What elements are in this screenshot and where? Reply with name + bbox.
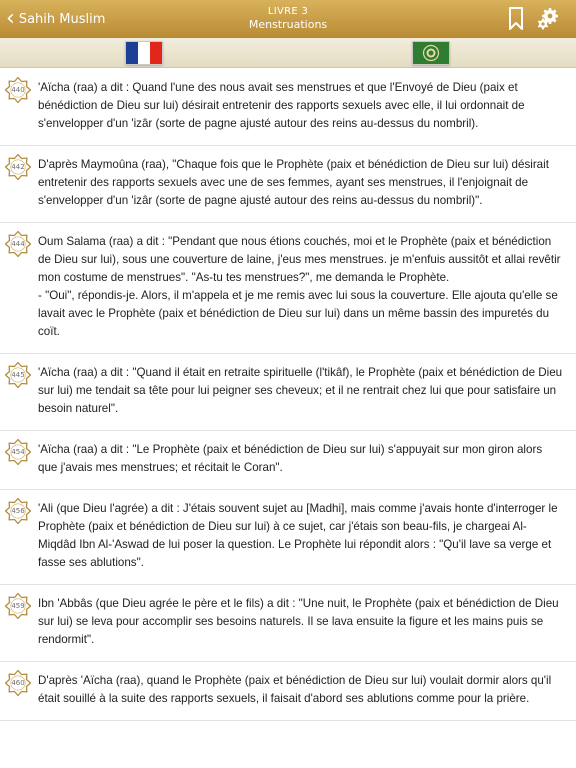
hadith-item[interactable] [0, 354, 576, 431]
navigation-bar [0, 0, 576, 38]
hadith-number: 440 [11, 86, 25, 94]
hadith-item[interactable] [0, 585, 576, 662]
hadith-number-badge [5, 154, 31, 180]
hadith-number-badge [5, 77, 31, 103]
hadith-text: 'Aïcha (raa) a dit : "Quand il était en retraite spirituelle (l'tikâf), le Prophète (paix et bénédiction de Dieu sur lui) me tendait sa tête pour lui peigner ses cheveux; et il ne rentrait chez lui que pour satisfaire un besoin naturel". [38, 366, 566, 415]
back-button[interactable] [6, 0, 105, 38]
gear-icon [536, 7, 560, 31]
hadith-item[interactable] [0, 69, 576, 146]
hadith-number-badge [5, 362, 31, 388]
hadith-number-badge [5, 439, 31, 465]
settings-button[interactable] [536, 7, 560, 31]
arab-flag-button[interactable] [412, 41, 450, 65]
chevron-left-icon: ‹ [6, 6, 15, 31]
hadith-number: 444 [11, 240, 25, 248]
hadith-item[interactable] [0, 662, 576, 721]
hadith-text: Oum Salama (raa) a dit : "Pendant que nous étions couchés, moi et le Prophète (paix et bénédiction de Dieu sur lui), sous une couverture de laine, j'eus mes menstrues. je m'enfuis aussitôt et allai revêtir mon costume de menstrues". "As-tu tes menstrues?", me demanda le Prophète. - "Oui", répondis-je. Alors, il m'appela et je me remis avec lui sous la couverture. Elle ajouta qu'elle se lavait avec le Prophète (paix et bénédiction de Dieu sur lui) dans un même bassin des impuretés du coït. [38, 235, 561, 338]
hadith-number: 460 [11, 679, 25, 687]
hadith-number: 456 [11, 507, 25, 515]
hadith-number-badge [5, 670, 31, 696]
hadith-number-badge [5, 498, 31, 524]
hadith-item[interactable] [0, 223, 576, 354]
book-title: LIVRE 3 [267, 6, 309, 17]
flag-stripe-white [138, 42, 150, 64]
hadith-number: 459 [11, 602, 25, 610]
language-bar [0, 38, 576, 68]
french-flag-button[interactable] [125, 41, 163, 65]
arab-league-emblem-icon [413, 42, 449, 64]
flag-stripe-blue [126, 42, 138, 64]
bookmark-button[interactable] [508, 7, 524, 31]
hadith-number-badge [5, 593, 31, 619]
hadith-text: Ibn 'Abbâs (que Dieu agrée le père et le fils) a dit : "Une nuit, le Prophète (paix et bénédiction de Dieu sur lui) se leva pour accomplir ses besoins naturels. Il se lava ensuite la figure et les mains puis se rendormit". [38, 597, 562, 646]
hadith-text: D'après 'Aïcha (raa), quand le Prophète (paix et bénédiction de Dieu sur lui) voulait dormir alors qu'il était souillé à la suite des rapports sexuels, il faisait d'abord ses ablutions comme pour la prière. [38, 674, 555, 705]
hadith-number-badge [5, 231, 31, 257]
hadith-text: 'Ali (que Dieu l'agrée) a dit : J'étais souvent sujet au [Madhi], mais comme j'avais honte d'interroger le Prophète (paix et bénédiction de Dieu sur lui) à ce sujet, car j'étais son beau-fils, je chargeai Al-Miqdâd Ibn Al-'Aswad de lui poser la question. Le Prophète lui répondit alors : "Qu'il lave sa verge et fasse ses ablutions". [38, 502, 561, 569]
hadith-number: 445 [11, 371, 25, 379]
chapter-title: Menstruations [248, 18, 328, 31]
flag-stripe-red [150, 42, 162, 64]
hadith-list [0, 69, 576, 721]
hadith-number: 454 [11, 448, 25, 456]
hadith-item[interactable] [0, 490, 576, 585]
hadith-item[interactable] [0, 146, 576, 223]
hadith-text: D'après Maymoûna (raa), "Chaque fois que le Prophète (paix et bénédiction de Dieu sur lui) désirait entretenir des rapports sexuels avec une de ses femmes, ayant ses menstrues, il l'enjoignait de s'envelopper d'un 'izâr (sorte de pagne ajusté autour des reins au-dessus du nombril)". [38, 158, 553, 207]
hadith-text: 'Aïcha (raa) a dit : Quand l'une des nous avait ses menstrues et que l'Envoyé de Dieu (paix et bénédiction de Dieu sur lui) désirait entretenir des rapports sexuels avec elle, il lui ordonnait de s'envelopper d'un 'izâr (sorte de pagne ajusté autour des reins au-dessus du nombril). [38, 81, 528, 130]
bookmark-icon [508, 7, 524, 31]
hadith-number: 442 [11, 163, 25, 171]
hadith-item[interactable] [0, 431, 576, 490]
back-label: Sahih Muslim [18, 11, 106, 27]
hadith-text: 'Aïcha (raa) a dit : "Le Prophète (paix et bénédiction de Dieu sur lui) s'appuyait sur mon giron alors que j'avais mes menstrues; et récitait le Coran". [38, 443, 546, 474]
